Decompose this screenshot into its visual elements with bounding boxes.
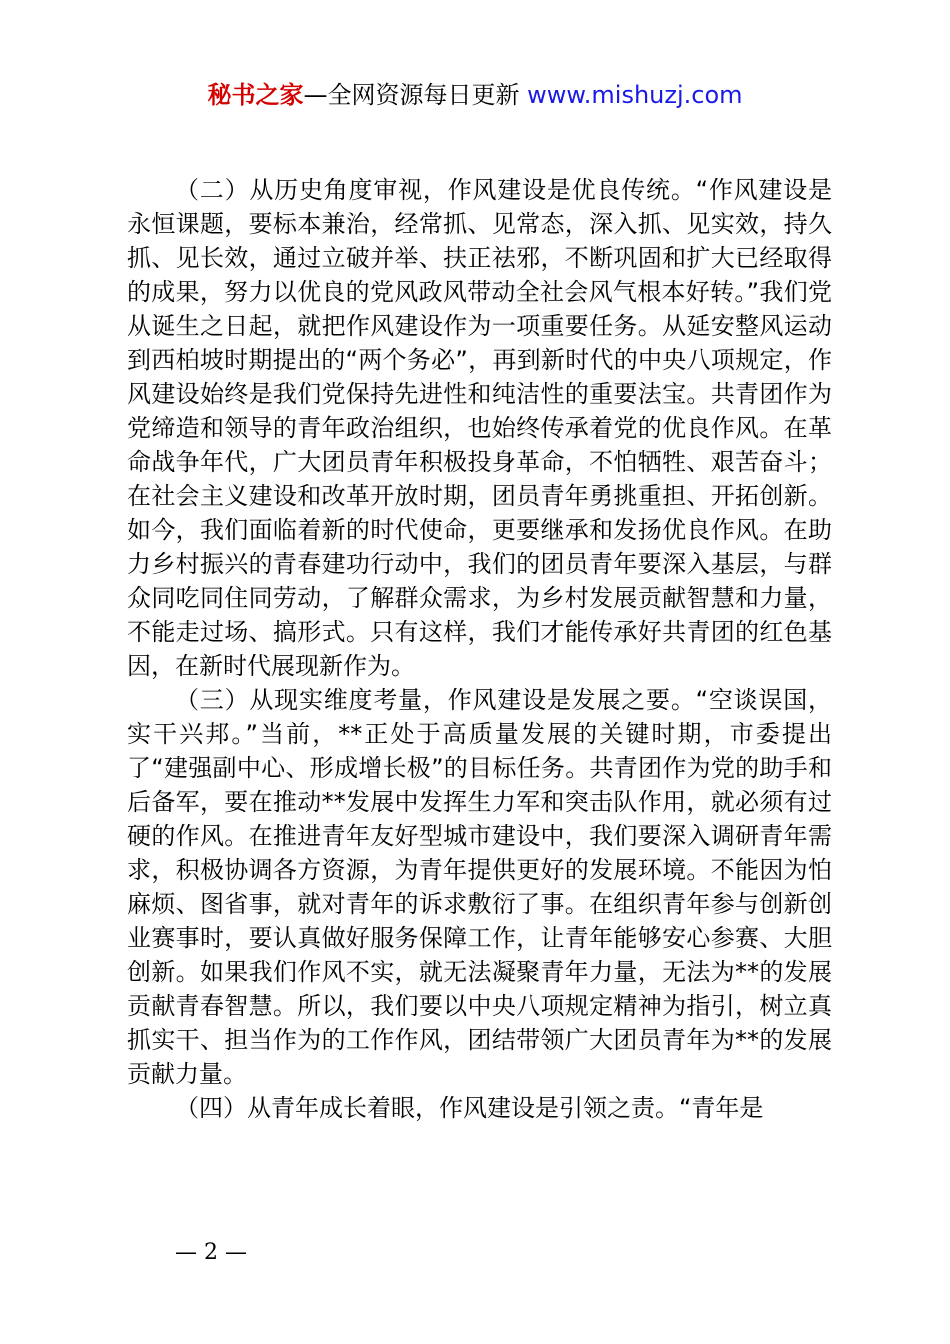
paragraph-reality: （三）从现实维度考量，作风建设是发展之要。“空谈误国，实干兴邦。”当前，**正处于高质量发展的关键时期，市委提出了“建强副中心、形成增长极”的目标任务。共青团作为党的助手和后备军，要在推动**发展中发挥生力军和突击队作用，就必须有过硬的作风。在推进青年友好型城市建设中，我们要深入调研青年需求，积极协调各方资源，为青年提供更好的发展环境。不能因为怕麻烦、图省事，就对青年的诉求敷衍了事。在组织青年参与创新创业赛事时，要认真做好服务保障工作，让青年能够安心参赛、大胆创新。如果我们作风不实，就无法凝聚青年力量，无法为**的发展贡献青春智慧。所以，我们要以中央八项规定精神为指引，树立真抓实干、担当作为的工作作风，团结带领广大团员青年为**的发展贡献力量。 (127, 686, 832, 1088)
paragraph-history: （二）从历史角度审视，作风建设是优良传统。“作风建设是永恒课题，要标本兼治，经常抓、见常态，深入抓、见实效，持久抓、见长效，通过立破并举、扶正祛邪，不断巩固和扩大已经取得的成果，努力以优良的党风政风带动全社会风气根本好转。”我们党从诞生之日起，就把作风建设作为一项重要任务。从延安整风运动到西柏坡时期提出的“两个务必”，再到新时代的中央八项规定，作风建设始终是我们党保持先进性和纯洁性的重要法宝。共青团作为党缔造和领导的青年政治组织，也始终传承着党的优良作风。在革命战争年代，广大团员青年积极投身革命，不怕牺牲、艰苦奋斗；在社会主义建设和改革开放时期，团员青年勇挑重担、开拓创新。如今，我们面临着新的时代使命，更要继承和发扬优良作风。在助力乡村振兴的青春建功行动中，我们的团员青年要深入基层，与群众同吃同住同劳动，了解群众需求，为乡村发展贡献智慧和力量，不能走过场、搞形式。只有这样，我们才能传承好共青团的红色基因，在新时代展现新作为。 (127, 176, 832, 680)
page-number: — 2 — (175, 1240, 247, 1265)
document-body (127, 173, 832, 1125)
site-tagline: —全网资源每日更新 (303, 81, 528, 109)
site-url-link[interactable]: www.mishuzj.com (527, 81, 743, 109)
paragraph-youth: （四）从青年成长着眼，作风建设是引领之责。“青年是 (175, 1094, 764, 1122)
site-header (0, 78, 950, 112)
site-brand: 秘书之家 (207, 81, 304, 109)
